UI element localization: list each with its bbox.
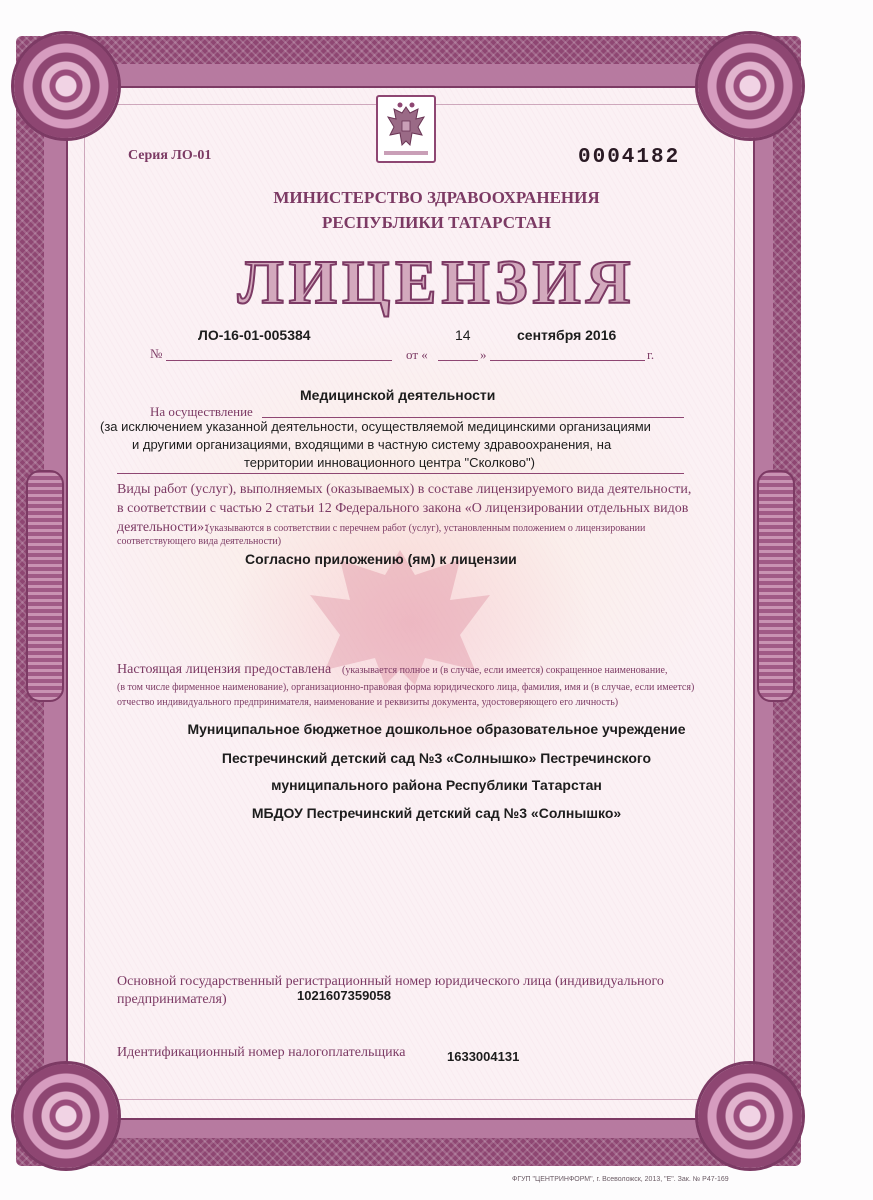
granted-note-line-2: (в том числе фирменное наименование), организационно-правовая форма юридического лица, фамилия, имя и (в случае, если имеется)	[117, 682, 695, 693]
date-label-mid: »	[480, 347, 487, 362]
corner-rosette-bottom-right	[698, 1064, 802, 1168]
granted-note-line-3: отчество индивидуального предпринимателя, наименование и реквизиты документа, удостоверяющего его личность)	[117, 697, 619, 708]
works-text-line-2: в соответствии с частью 2 статьи 12 Федерального закона «О лицензировании отдельных видов	[117, 501, 689, 516]
serial-number: 0004182	[578, 146, 681, 169]
granted-note-line-1: (указывается полное и (в случае, если имеется) сокращенное наименование,	[342, 665, 668, 676]
ogrn-label-line-2: предпринимателя)	[117, 992, 227, 1007]
corner-rosette-top-right	[698, 34, 802, 138]
ministry-name-line-1: МИНИСТЕРСТВО ЗДРАВООХРАНЕНИЯ	[273, 188, 600, 207]
side-ornament-left	[26, 470, 64, 702]
printer-imprint: ФГУП "ЦЕНТРИНФОРМ", г. Всеволожск, 2013, "Е". Зак. № Р47-169	[512, 1176, 729, 1183]
works-note-line-1: (указываются в соответствии с перечнем работ (услуг), установленным положением о лицензировании	[206, 523, 646, 534]
activity-label: На осуществление	[150, 404, 253, 419]
month-underline	[490, 360, 645, 361]
license-day: 14	[455, 327, 471, 343]
activity-underline	[262, 417, 684, 418]
document-title: ЛИЦЕНЗИЯ	[237, 249, 636, 317]
organization-line-1: Муниципальное бюджетное дошкольное образовательное учреждение	[187, 721, 686, 737]
ministry-name-line-2: РЕСПУБЛИКИ ТАТАРСТАН	[321, 213, 552, 232]
works-text-line-3: деятельности»:	[117, 520, 209, 535]
series-label: Серия ЛО-01	[128, 148, 212, 163]
coat-of-arms-icon	[376, 95, 436, 163]
ogrn-value: 1021607359058	[297, 988, 391, 1003]
organization-line-3: муниципального района Республики Татарстан	[271, 777, 602, 793]
works-note-line-2: соответствующего вида деятельности)	[117, 536, 282, 547]
corner-rosette-top-left	[14, 34, 118, 138]
side-ornament-right	[757, 470, 795, 702]
year-suffix: г.	[647, 347, 655, 362]
organization-line-2: Пестречинский детский сад №3 «Солнышко» Пестречинского	[221, 750, 652, 766]
inn-value: 1633004131	[447, 1049, 520, 1064]
number-underline	[166, 360, 392, 361]
organization-short-name: МБДОУ Пестречинский детский сад №3 «Солнышко»	[251, 805, 622, 821]
license-number: ЛО-16-01-005384	[198, 327, 311, 343]
corner-rosette-bottom-left	[14, 1064, 118, 1168]
works-text-line-1: Виды работ (услуг), выполняемых (оказываемых) в составе лицензируемого вида деятельности,	[117, 482, 692, 497]
day-underline	[438, 360, 478, 361]
license-month-year: сентября 2016	[517, 327, 617, 343]
activity-detail-line-3: территории инновационного центра "Сколково")	[244, 455, 535, 470]
activity-name: Медицинской деятельности	[300, 387, 496, 403]
activity-detail-line-1: (за исключением указанной деятельности, осуществляемой медицинскими организациями	[100, 419, 651, 434]
granted-label: Настоящая лицензия предоставлена	[117, 662, 332, 677]
activity-divider	[117, 473, 684, 474]
works-value: Согласно приложению (ям) к лицензии	[245, 551, 517, 567]
inn-label: Идентификационный номер налогоплательщика	[117, 1045, 406, 1060]
number-label: №	[150, 346, 163, 361]
activity-detail-line-2: и другими организациями, входящими в частную систему здравоохранения, на	[132, 437, 612, 452]
ogrn-label-line-1: Основной государственный регистрационный номер юридического лица (индивидуального	[117, 974, 664, 989]
date-label-from: от «	[406, 347, 428, 362]
